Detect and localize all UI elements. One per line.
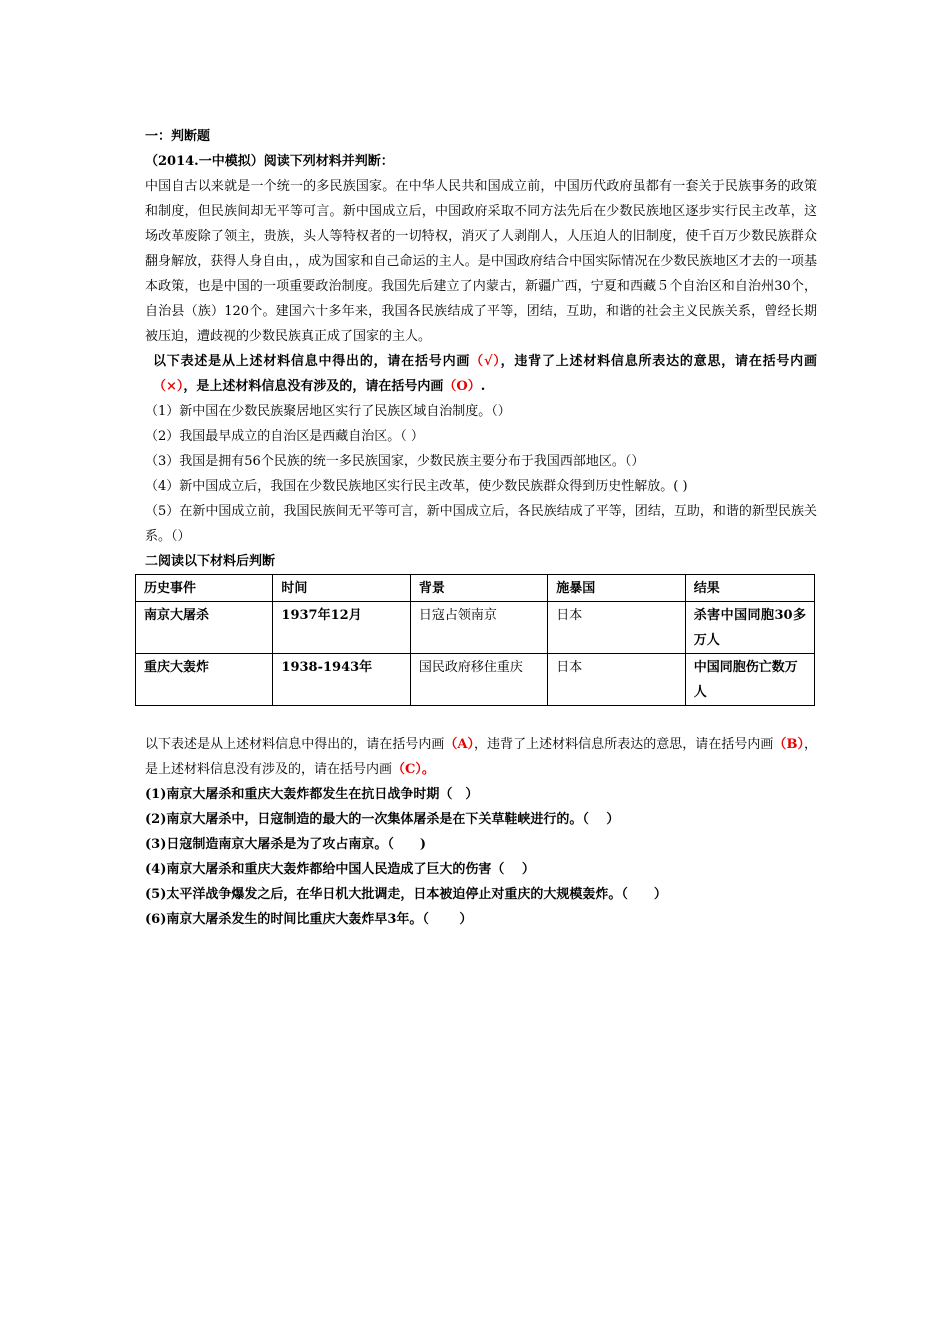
mark-correct: （√） — [470, 354, 501, 369]
section1-item: （4）新中国成立后，我国在少数民族地区实行民主改革，使少数民族群众得到历史性解放。( ) — [145, 479, 688, 494]
table-header-cell: 时间 — [273, 575, 410, 602]
section1-material: 中国自古以来就是一个统一的多民族国家。在中华人民共和国成立前，中国历代政府虽都有一套关于民族事务的政策和制度，但民族间却无平等可言。新中国成立后，中国政府采取不同方法先后在少数民族地区逐步实行民主改革，这场改革废除了领主，贵族，头人等特权者的一切特权，消灭了人剥削人，人压迫人的旧制度，使千百万少数民族群众翻身解放，获得人身自由，，成为国家和自己命运的主人。是中国政府结合中国实际情况在少数民族地区才去的一项基本政策，也是中国的一项重要政治制度。我国先后建立了内蒙古，新疆广西，宁夏和西藏５个自治区和自治州30个，自治县（族）120个。建国六十多年来，我国各民族结成了平等，团结，互助，和谐的社会主义民族关系，曾经长期被压迫，遭歧视的少数民族真正成了国家的主人。 — [145, 179, 817, 344]
instruction-text-2: ，违背了上述材料信息所表达的意思，请在括号内画 — [474, 737, 774, 752]
section2-item: (3)日寇制造南京大屠杀是为了攻占南京。（ ) — [145, 837, 426, 852]
mark-wrong: （×） — [153, 379, 184, 394]
section2-item: (1)南京大屠杀和重庆大轰炸都发生在抗日战争时期（ ） — [145, 787, 479, 802]
document-page — [145, 124, 817, 932]
table-cell: 日本 — [548, 602, 685, 654]
mark-a: （A） — [444, 737, 475, 752]
table-cell: 1938-1943年 — [273, 654, 410, 706]
table-cell: 国民政府移住重庆 — [410, 654, 547, 706]
mark-none: （O） — [443, 379, 481, 394]
section1-item: （5）在新中国成立前，我国民族间无平等可言，新中国成立后，各民族结成了平等，团结，互助，和谐的新型民族关系。（） — [145, 504, 817, 544]
table-cell: 1937年12月 — [273, 602, 410, 654]
section1-instruction — [145, 349, 817, 399]
section2-instruction — [145, 732, 817, 782]
table-row — [136, 602, 815, 654]
table-cell: 南京大屠杀 — [136, 602, 273, 654]
section2-item: (2)南京大屠杀中，日寇制造的最大的一次集体屠杀是在下关草鞋峡进行的。（ ） — [145, 812, 620, 827]
instruction-end: . — [480, 379, 486, 394]
table-cell: 中国同胞伤亡数万人 — [685, 654, 814, 706]
section2-item: (4)南京大屠杀和重庆大轰炸都给中国人民造成了巨大的伤害（ ） — [145, 862, 535, 877]
table-header-cell: 施暴国 — [548, 575, 685, 602]
table-header-row — [136, 575, 815, 602]
table-row — [136, 654, 815, 706]
table-cell: 日寇占领南京 — [410, 602, 547, 654]
section2-item: (5)太平洋战争爆发之后，在华日机大批调走，日本被迫停止对重庆的大规模轰炸。（ ） — [145, 887, 667, 902]
table-cell: 日本 — [548, 654, 685, 706]
spacer — [145, 706, 817, 732]
section1-source: （2014.一中模拟）阅读下列材料并判断： — [145, 154, 394, 169]
section1-item: （2）我国最早成立的自治区是西藏自治区。（ ） — [145, 429, 424, 444]
table-header-cell: 背景 — [410, 575, 547, 602]
section2-title: 二阅读以下材料后判断 — [145, 554, 276, 569]
table-header-cell: 历史事件 — [136, 575, 273, 602]
section1-title: 一：判断题 — [145, 129, 211, 144]
instruction-text-3: ，是上述材料信息没有涉及的，请在括号内画 — [145, 737, 817, 777]
table-cell: 重庆大轰炸 — [136, 654, 273, 706]
section1-item: （3）我国是拥有56个民族的统一多民族国家，少数民族主要分布于我国西部地区。（） — [145, 454, 645, 469]
instruction-text-1: 以下表述是从上述材料信息中得出的，请在括号内画 — [153, 354, 471, 369]
section1-item: （1）新中国在少数民族聚居地区实行了民族区域自治制度。（） — [145, 404, 511, 419]
events-table — [135, 574, 815, 706]
instruction-text-1: 以下表述是从上述材料信息中得出的，请在括号内画 — [145, 737, 445, 752]
instruction-text-2: ，违背了上述材料信息所表达的意思，请在括号内画 — [500, 354, 817, 369]
section2-item: (6)南京大屠杀发生的时间比重庆大轰炸早3年。（ ） — [145, 912, 473, 927]
mark-c: （C）。 — [392, 762, 435, 777]
table-header-cell: 结果 — [685, 575, 814, 602]
instruction-text-3: ，是上述材料信息没有涉及的，请在括号内画 — [183, 379, 444, 394]
table-cell: 杀害中国同胞30多万人 — [685, 602, 814, 654]
mark-b: （B） — [773, 737, 804, 752]
